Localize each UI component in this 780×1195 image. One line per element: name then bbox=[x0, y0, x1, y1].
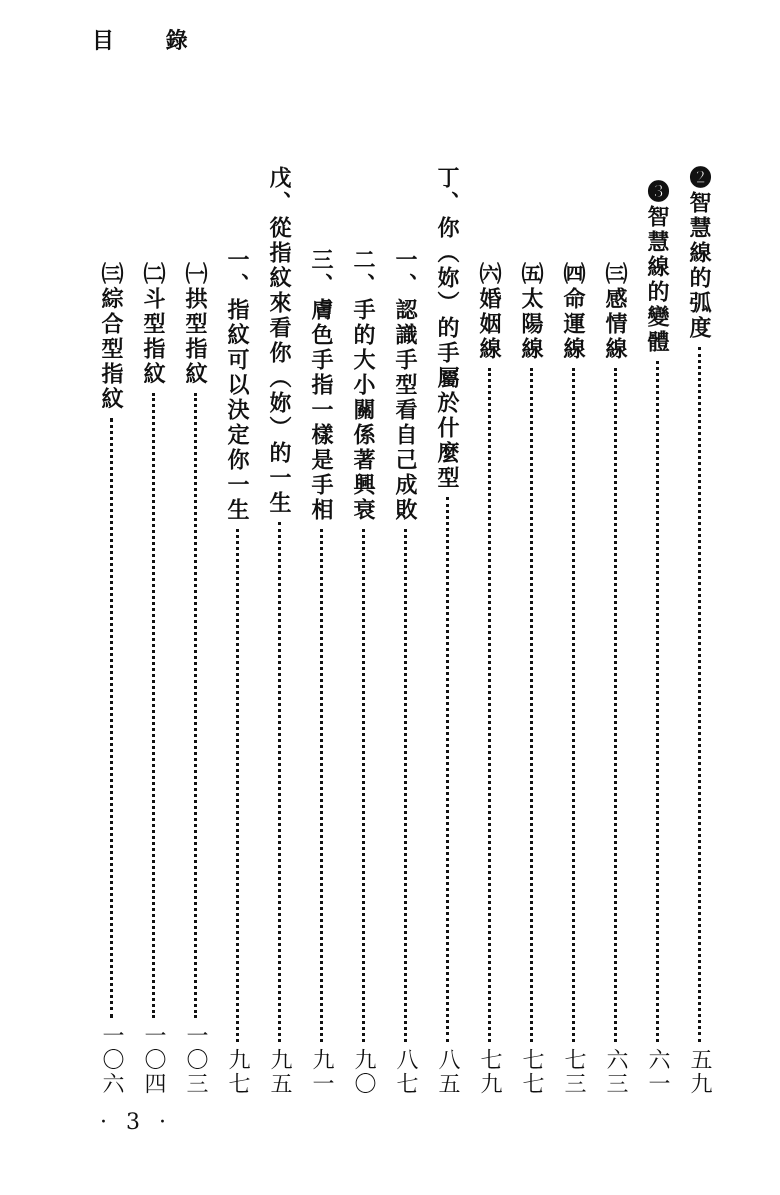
toc-entry-page: 九〇 bbox=[351, 1048, 376, 1096]
dot-leader bbox=[362, 529, 365, 1042]
dot-leader bbox=[488, 368, 491, 1042]
toc-entry-title: ㈢感情線 bbox=[602, 262, 628, 362]
toc-entry-page: 七九 bbox=[477, 1048, 502, 1096]
toc-entry-title: ❸智慧線的變體 bbox=[644, 180, 670, 355]
toc-entry-page: 一〇四 bbox=[141, 1024, 166, 1096]
toc-entry-page: 六三 bbox=[603, 1048, 628, 1096]
toc-entry bbox=[557, 262, 589, 1096]
toc-entry-page: 一〇六 bbox=[99, 1024, 124, 1096]
dot-leader bbox=[320, 529, 323, 1042]
toc-entry-page: 一〇三 bbox=[183, 1024, 208, 1096]
toc-entry-page: 九七 bbox=[225, 1048, 250, 1096]
toc-entry-page: 六一 bbox=[645, 1048, 670, 1096]
toc-entry-page: 五九 bbox=[687, 1048, 712, 1096]
dot-leader bbox=[614, 368, 617, 1042]
dot-leader bbox=[236, 529, 239, 1042]
dot-leader bbox=[698, 347, 701, 1042]
toc-entry-title: 三、膚色手指一樣是手相 bbox=[308, 248, 334, 523]
toc-entry bbox=[221, 248, 253, 1096]
page-number: · 3 · bbox=[100, 1110, 172, 1135]
dot-leader bbox=[152, 393, 155, 1018]
toc-entry-title: ㈥婚姻線 bbox=[476, 262, 502, 362]
toc-entry-title: ❷智慧線的弧度 bbox=[686, 166, 712, 341]
toc-entry bbox=[305, 248, 337, 1096]
toc-entry bbox=[137, 262, 169, 1096]
toc-entry bbox=[179, 262, 211, 1096]
toc-entry-title: 一、認識手型看自己成敗 bbox=[392, 248, 418, 523]
dot-leader bbox=[194, 393, 197, 1018]
toc-entry-title: ㈠拱型指紋 bbox=[182, 262, 208, 387]
toc-entry-page: 八七 bbox=[393, 1048, 418, 1096]
toc-entry-title: 一、指紋可以決定你一生 bbox=[224, 248, 250, 523]
toc-entry bbox=[95, 262, 127, 1096]
toc-entry-page: 八五 bbox=[435, 1048, 460, 1096]
dot-leader bbox=[110, 418, 113, 1018]
toc-entry-page: 九一 bbox=[309, 1048, 334, 1096]
toc-entry-title: ㈣命運線 bbox=[560, 262, 586, 362]
toc-entry bbox=[389, 248, 421, 1096]
toc-entry-page: 七七 bbox=[519, 1048, 544, 1096]
toc-entry bbox=[263, 166, 295, 1096]
toc-entry bbox=[347, 248, 379, 1096]
dot-leader bbox=[530, 368, 533, 1042]
toc-entry bbox=[599, 262, 631, 1096]
toc-entry bbox=[515, 262, 547, 1096]
toc-entry-page: 七三 bbox=[561, 1048, 586, 1096]
toc-entry bbox=[431, 166, 463, 1096]
toc-entry-page: 九五 bbox=[267, 1048, 292, 1096]
dot-leader bbox=[656, 361, 659, 1042]
toc-entry-title: 丁、你（妳）的手屬於什麼型 bbox=[434, 166, 460, 491]
toc-entry bbox=[683, 166, 715, 1096]
toc-entry bbox=[473, 262, 505, 1096]
toc-entry-title: ㈡斗型指紋 bbox=[140, 262, 166, 387]
toc-entry-title: 戊、從指紋來看你（妳）的一生 bbox=[266, 166, 292, 516]
toc-entry-title: 二、手的大小關係著興衰 bbox=[350, 248, 376, 523]
dot-leader bbox=[404, 529, 407, 1042]
toc-entry bbox=[641, 180, 673, 1096]
page-title: 目 錄 bbox=[92, 28, 210, 54]
dot-leader bbox=[278, 522, 281, 1042]
dot-leader bbox=[446, 497, 449, 1042]
toc-entry-title: ㈢綜合型指紋 bbox=[98, 262, 124, 412]
toc-entry-title: ㈤太陽線 bbox=[518, 262, 544, 362]
dot-leader bbox=[572, 368, 575, 1042]
